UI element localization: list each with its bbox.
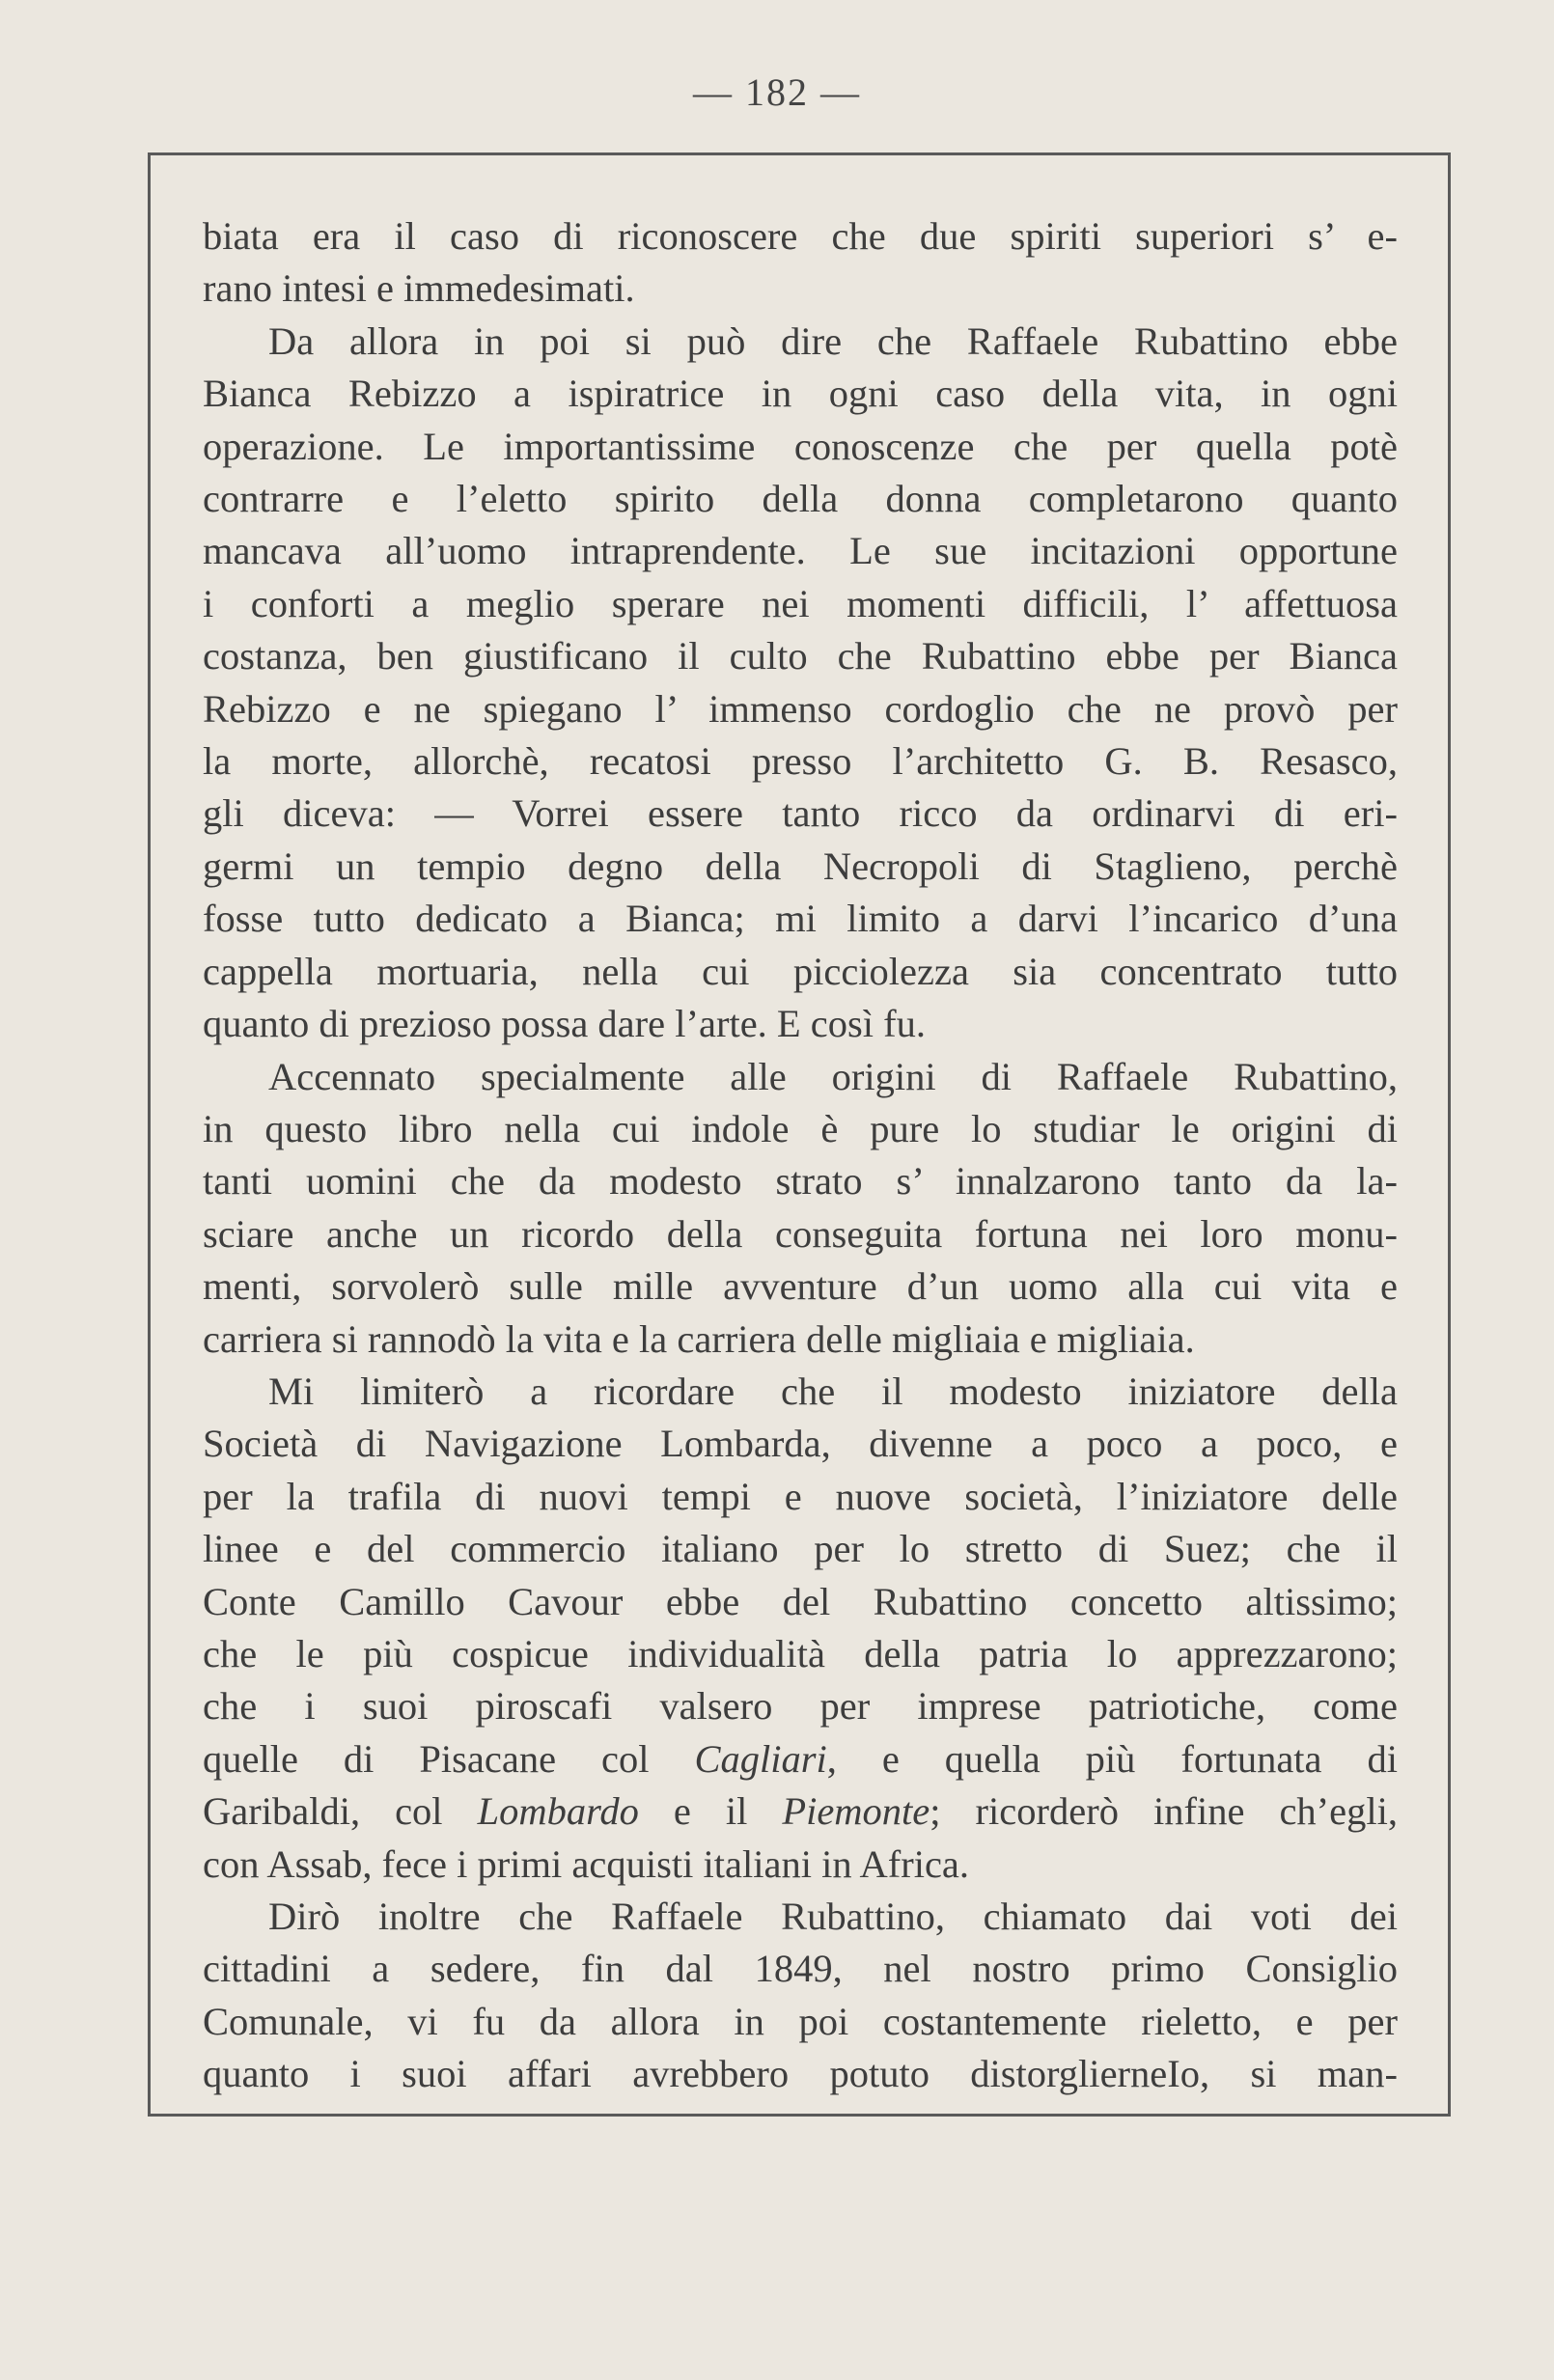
page-number: — 182 — <box>693 70 861 114</box>
text-line: rano intesi e immedesimati. <box>203 266 635 311</box>
text-line: tanti uomini che da modesto strato s’ innalzarono tanto da la- <box>203 1159 1398 1204</box>
text-line: Da allora in poi si può dire che Raffaele Rubattino ebbe <box>268 318 1398 363</box>
text-line: in questo libro nella cui indole è pure lo studiar le origini di <box>203 1106 1398 1150</box>
text-line: biata era il caso di riconoscere che due spiriti superiori s’ e- <box>203 214 1398 258</box>
text-line: fosse tutto dedicato a Bianca; mi limito a darvi l’incarico d’una <box>203 897 1398 941</box>
text-line: Accennato specialmente alle origini di Raffaele Rubattino, <box>268 1054 1398 1098</box>
text-line: per la trafila di nuovi tempi e nuove società, l’iniziatore delle <box>203 1474 1398 1518</box>
text-line: gli diceva: — Vorrei essere tanto ricco da ordinarvi di eri- <box>203 791 1398 836</box>
text-line: linee e del commercio italiano per lo stretto di Suez; che il <box>203 1527 1398 1571</box>
text-line: Dirò inoltre che Raffaele Rubattino, chiamato dai voti dei <box>268 1895 1398 1938</box>
body-text <box>203 210 1398 2101</box>
text-line: operazione. Le importantissime conoscenze che per quella potè <box>203 424 1398 468</box>
text-line: menti, sorvolerò sulle mille avventure d’un uomo alla cui vita e <box>203 1264 1398 1309</box>
text-line: Comunale, vi fu da allora in poi costantemente rieletto, e per <box>203 1999 1398 2043</box>
text-line: Conte Camillo Cavour ebbe del Rubattino concetto altissimo; <box>203 1579 1398 1623</box>
text-line: germi un tempio degno della Necropoli di Staglieno, perchè <box>203 844 1398 888</box>
text-line: con Assab, fece i primi acquisti italiani in Africa. <box>203 1841 970 1886</box>
text-line: Mi limiterò a ricordare che il modesto iniziatore della <box>268 1369 1398 1413</box>
text-line: sciare anche un ricordo della conseguita fortuna nei loro monu- <box>203 1211 1398 1256</box>
text-line: carriera si rannodò la vita e la carriera delle migliaia e migliaia. <box>203 1316 1195 1361</box>
text-line: quanto i suoi affari avrebbero potuto distorglierneIo, si man- <box>203 2052 1398 2096</box>
text-line: contrarre e l’eletto spirito della donna completarono quanto <box>203 477 1398 521</box>
text-line: Rebizzo e ne spiegano l’ immenso cordoglio che ne provò per <box>203 686 1398 731</box>
text-line: costanza, ben giustificano il culto che Rubattino ebbe per Bianca <box>203 634 1398 678</box>
text-line: cappella mortuaria, nella cui picciolezza sia concentrato tutto <box>203 949 1398 993</box>
text-line: quanto di prezioso possa dare l’arte. E così fu. <box>203 1002 927 1046</box>
text-line: cittadini a sedere, fin dal 1849, nel nostro primo Consiglio <box>203 1947 1398 1991</box>
text-line: la morte, allorchè, recatosi presso l’architetto G. B. Resasco, <box>203 739 1398 784</box>
text-line: mancava all’uomo intraprendente. Le sue incitazioni opportune <box>203 529 1398 573</box>
text-line: quelle di Pisacane col Cagliari, e quella più fortunata di <box>203 1736 1398 1781</box>
text-line: i conforti a meglio sperare nei momenti difficili, l’ affettuosa <box>203 581 1398 625</box>
text-line: che i suoi piroscafi valsero per imprese patriotiche, come <box>203 1684 1398 1729</box>
text-line: che le più cospicue individualità della patria lo apprezzarono; <box>203 1631 1398 1675</box>
text-line: Garibaldi, col Lombardo e il Piemonte; ricorderò infine ch’egli, <box>203 1789 1399 1834</box>
text-line: Bianca Rebizzo a ispiratrice in ogni caso della vita, in ogni <box>203 372 1398 416</box>
text-line: Società di Navigazione Lombarda, divenne a poco a poco, e <box>203 1422 1398 1466</box>
